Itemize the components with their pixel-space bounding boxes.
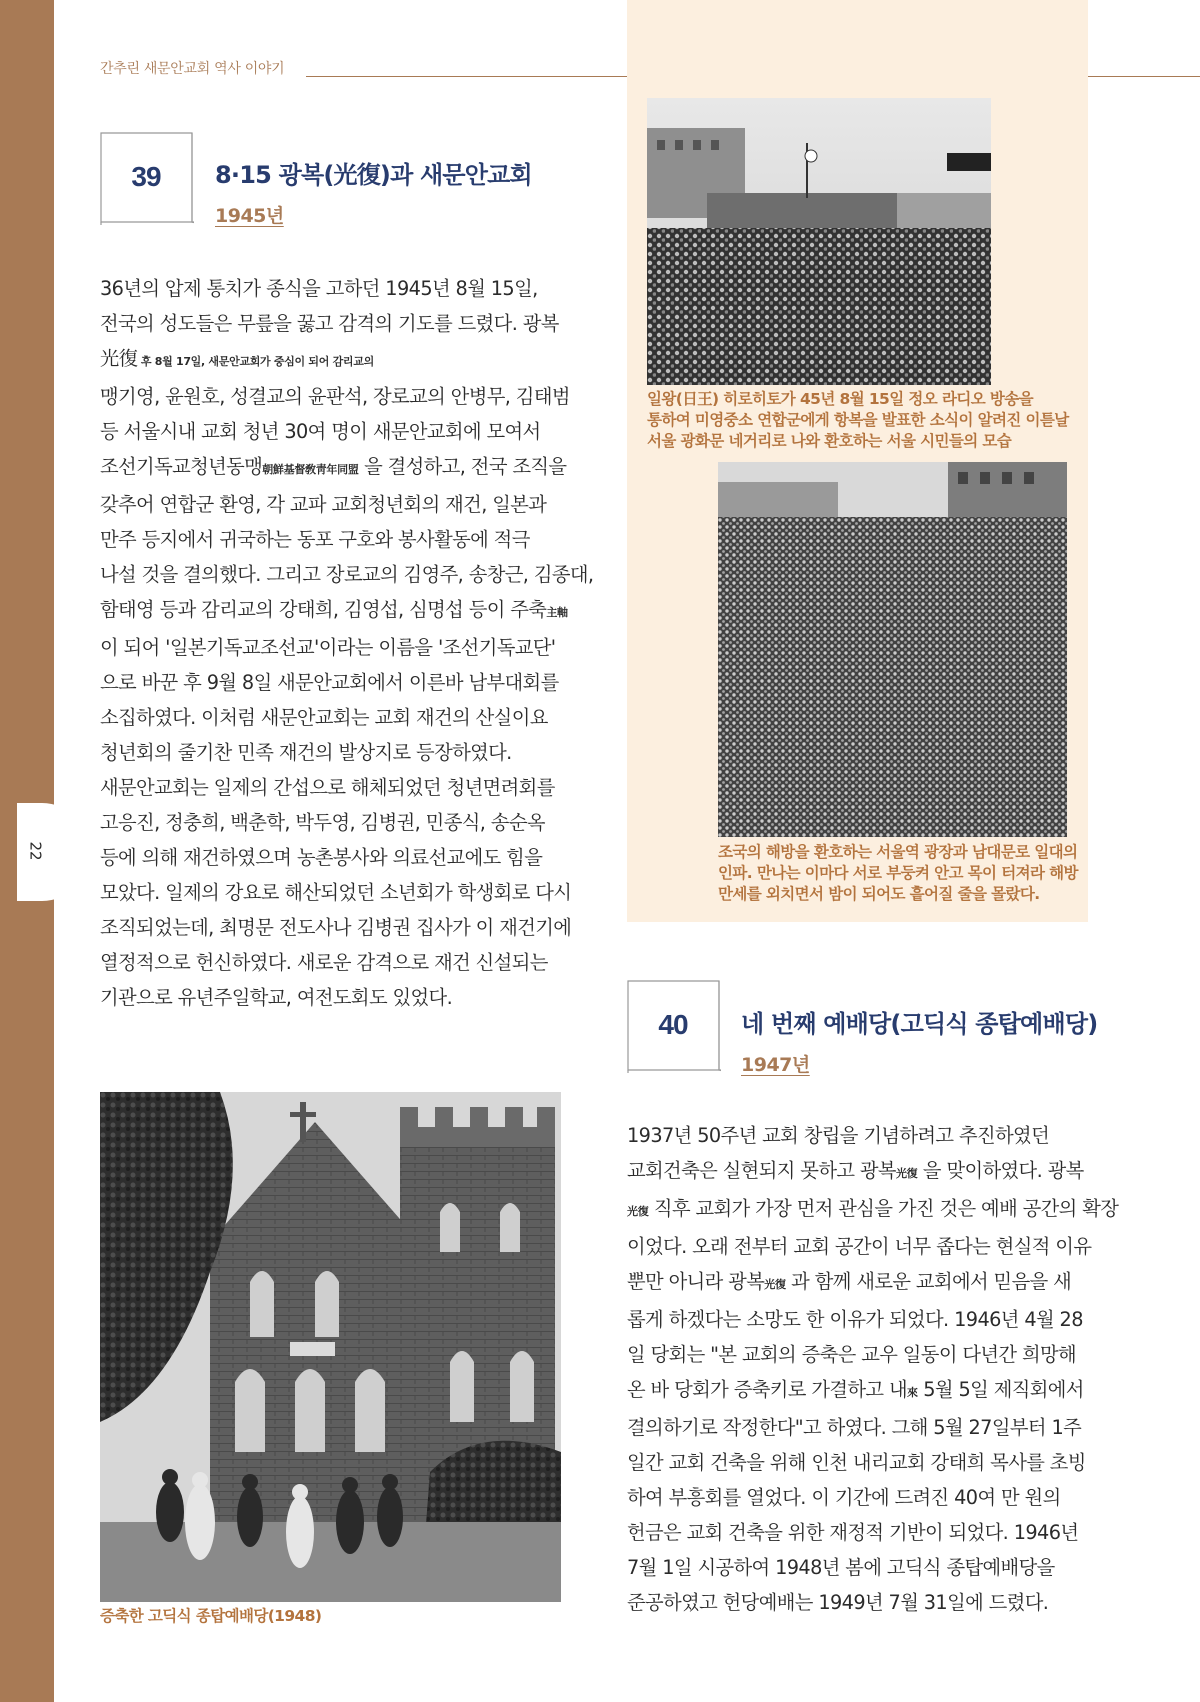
body-line: 1937년 50주년 교회 창립을 기념하려고 추진하였던 [627,1124,1050,1147]
hanja-annotation: 來 [907,1386,918,1399]
body-line: 36년의 압제 통치가 종식을 고하던 1945년 8월 15일, [100,277,538,300]
body-line: 으로 바꾼 후 9월 8일 새문안교회에서 이른바 남부대회를 [100,671,559,694]
body-line: 일간 교회 건축을 위해 인천 내리교회 강태희 목사를 초빙 [627,1451,1086,1474]
hanja-annotation: 光復 [764,1278,786,1291]
section-title: 8·15 광복(光復)과 새문안교회 [215,161,532,189]
photo-gwanghwamun-crowd [647,98,991,385]
body-line: 나설 것을 결의했다. 그리고 장로교의 김영주, 송창근, 김종대, [100,563,594,586]
running-header: 간추린 새문안교회 역사 이야기 [100,61,285,77]
section-year: 1947년 [741,1054,810,1076]
hanja-annotation: 光復 [627,1205,649,1218]
body-line: 소집하였다. 이처럼 새문안교회는 교회 재건의 산실이요 [100,706,548,729]
text-run: 뿐만 아니라 광복 [627,1270,765,1293]
hanja-annotation: 光復 [895,1167,918,1180]
body-line: 갖추어 연합군 환영, 각 교파 교회청년회의 재건, 일본과 [100,493,547,516]
section-number: 39 [131,161,161,192]
caption-line: 만세를 외치면서 밤이 되어도 흩어질 줄을 몰랐다. [718,885,1040,903]
body-line: 만주 등지에서 귀국하는 동포 구호와 봉사활동에 적극 [100,528,530,551]
text-run: 교회건축은 실현되지 못하고 광복 [627,1159,896,1182]
section-year: 1945년 [215,205,284,227]
body-line: 전국의 성도들은 무릎을 꿇고 감격의 기도를 드렸다. 광복 [100,312,559,335]
body-line: 새문안교회는 일제의 간섭으로 해체되었던 청년면려회를 [100,776,555,799]
body-line [100,341,570,379]
text-run: 온 바 당회가 증축키로 가결하고 내 [627,1378,908,1401]
body-line: 롭게 하겠다는 소망도 한 이유가 되었다. 1946년 4월 28 [627,1308,1083,1331]
body-line: 이 되어 '일본기독교조선교'이라는 이름을 '조선기독교단' [100,636,556,659]
text-run: 조선기독교청년동맹 [100,455,263,478]
body-line: 준공하였고 헌당예배는 1949년 7월 31일에 드렸다. [627,1591,1049,1614]
body-line: 기관으로 유년주일학교, 여전도회도 있었다. [100,986,453,1009]
caption-line: 조국의 해방을 환호하는 서울역 광장과 남대문로 일대의 [718,843,1078,861]
crowd-photo-illustration [647,98,991,385]
caption-line: 인파. 만나는 이마다 서로 부둥켜 안고 목이 터져라 해방 [718,864,1078,882]
section-number: 40 [658,1009,688,1040]
body-line [100,592,570,630]
body-line: 열정적으로 헌신하였다. 새로운 감격으로 재건 신설되는 [100,951,548,974]
hanja-annotation: 후 8월 17일, 새문안교회가 중심이 되어 감리교의 [137,355,374,368]
text-run: 을 결성하고, 전국 조직을 [358,455,567,478]
body-line: 7월 1일 시공하여 1948년 봄에 고딕식 종탑예배당을 [627,1556,1055,1579]
section-number-box [627,980,737,1075]
body-line: 맹기영, 윤원호, 성결교의 윤판석, 장로교의 안병무, 김태범 [100,385,570,408]
body-line: 이었다. 오래 전부터 교회 공간이 너무 좁다는 현실적 이유 [627,1235,1092,1258]
body-line [627,1191,1119,1229]
body-line: 조직되었는데, 최명문 전도사나 김병권 집사가 이 재건기에 [100,916,572,939]
body-line: 청년회의 줄기찬 민족 재건의 발상지로 등장하였다. [100,741,512,764]
church-photo-illustration [100,1092,561,1602]
photo-caption-1 [647,389,1067,452]
section-40-body [627,1118,1119,1620]
section-39-body [100,271,594,1015]
body-line: 등 서울시내 교회 청년 30여 명이 새문안교회에 모여서 [100,420,541,443]
hanja-annotation: 主軸 [546,606,568,619]
caption-line: 통하여 미영중소 연합군에게 항복을 발표한 소식이 알려진 이튿날 [647,411,1069,429]
text-run: 5월 5일 제직회에서 [917,1378,1084,1401]
body-line: 하여 부흥회를 열었다. 이 기간에 드려진 40여 만 원의 [627,1486,1061,1509]
caption-line: 서울 광화문 네거리로 나와 환호하는 서울 시민들의 모습 [647,432,1012,450]
body-line [627,1372,1092,1410]
body-line: 고응진, 정충희, 백춘학, 박두영, 김병권, 민종식, 송순옥 [100,811,545,834]
caption-line: 일왕(日王) 히로히토가 45년 8월 15일 정오 라디오 방송을 [647,390,1033,408]
crowd-photo-illustration [718,462,1067,837]
section-title: 네 번째 예배당(고딕식 종탑예배당) [741,1010,1098,1038]
text-run: 을 맞이하였다. 광복 [917,1159,1084,1182]
body-line [627,1264,1092,1302]
hanja-annotation: 朝鮮基督敎靑年同盟 [262,463,359,476]
photo-seoul-station-crowd [718,462,1067,837]
body-line: 모았다. 일제의 강요로 해산되었던 소년회가 학생회로 다시 [100,881,572,904]
body-line: 일 당회는 "본 교회의 증축은 교우 일동이 다년간 희망해 [627,1343,1077,1366]
text-run: 함태영 등과 감리교의 강태희, 김영섭, 심명섭 등이 주축 [100,598,547,621]
page-number: 22 [26,841,45,861]
text-run: 光復 [100,347,138,370]
text-run: 직후 교회가 가장 먼저 관심을 가진 것은 예배 공간의 확장 [648,1197,1119,1220]
body-line: 헌금은 교회 건축을 위한 재정적 기반이 되었다. 1946년 [627,1521,1079,1544]
photo-caption-2 [718,842,1078,905]
photo-gothic-church [100,1092,561,1602]
body-line: 등에 의해 재건하였으며 농촌봉사와 의료선교에도 힘을 [100,846,543,869]
body-line [100,449,570,487]
text-run: 과 함께 새로운 교회에서 믿음을 새 [785,1270,1072,1293]
body-line: 결의하기로 작정한다"고 하였다. 그해 5월 27일부터 1주 [627,1416,1082,1439]
section-number-box [100,132,210,227]
photo-caption-3: 증축한 고딕식 종탑예배당(1948) [100,1607,322,1625]
body-line [627,1153,1092,1191]
